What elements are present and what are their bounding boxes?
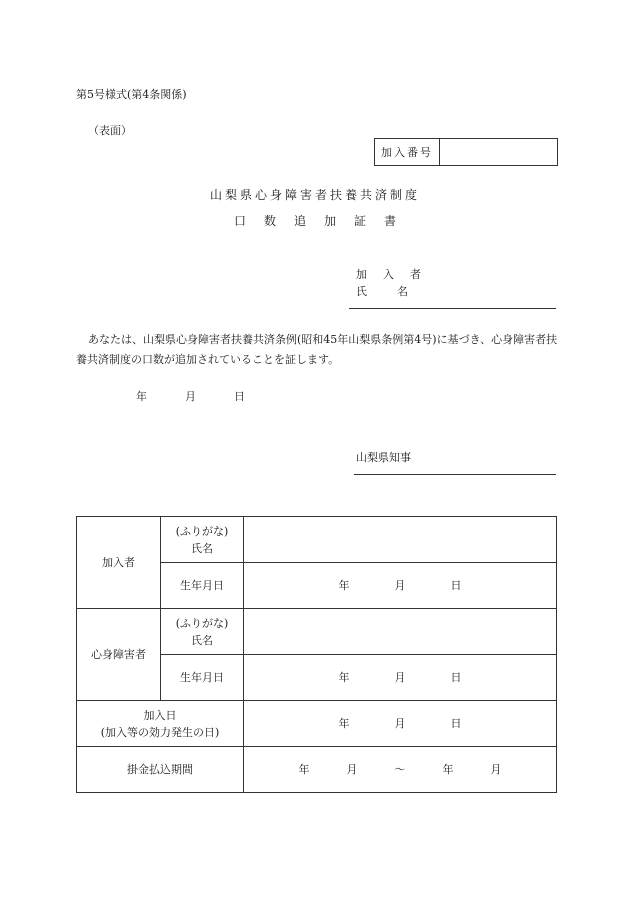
title-line-2 <box>0 212 630 229</box>
info-table <box>76 516 557 793</box>
certification-text: あなたは、山梨県心身障害者扶養共済条例(昭和45年山梨県条例第4号)に基づき、心身障害者扶養共済制度の口数が追加されていることを証します。 <box>76 333 558 366</box>
year-label: 年 <box>338 671 350 684</box>
title-char: 書 <box>384 214 397 228</box>
disabled-person-name-field[interactable] <box>244 609 557 655</box>
title-line-1: 山梨県心身障害者扶養共済制度 <box>209 188 420 202</box>
name-label-cell <box>161 609 244 655</box>
tilde-separator: ～ <box>394 763 406 776</box>
membership-number-label: 加入番号 <box>375 139 440 165</box>
month-label: 月 <box>394 671 406 684</box>
title-char: 証 <box>354 214 367 228</box>
name-label: 氏名 <box>191 633 213 647</box>
title-char: 数 <box>263 214 276 228</box>
issuer-signature-line <box>354 474 556 475</box>
issuer-name: 山梨県知事 <box>356 451 411 464</box>
day-label: 日 <box>234 390 245 403</box>
join-date-title: 加入日 <box>143 708 177 722</box>
title-char: 追 <box>293 214 306 228</box>
subscriber-signature-line[interactable] <box>349 308 556 309</box>
form-number: 第5号様式(第4条関係) <box>76 88 187 101</box>
month-label: 月 <box>346 763 358 776</box>
year-label: 年 <box>442 763 454 776</box>
label-char: 者 <box>410 268 421 281</box>
year-label: 年 <box>136 390 147 403</box>
join-date-field[interactable] <box>244 701 557 747</box>
disabled-person-header: 心身障害者 <box>77 609 161 701</box>
name-label: 氏名 <box>191 541 213 555</box>
membership-number-field[interactable] <box>440 139 557 165</box>
subscriber-name-field[interactable] <box>244 517 557 563</box>
month-label: 月 <box>394 579 406 592</box>
label-char: 入 <box>383 268 394 281</box>
label-char: 名 <box>397 285 408 298</box>
membership-number-box <box>374 138 558 166</box>
birth-date-label: 生年月日 <box>161 563 244 609</box>
label-char: 加 <box>356 268 367 281</box>
year-label: 年 <box>298 763 310 776</box>
day-label: 日 <box>450 717 462 730</box>
title-char: 加 <box>324 214 337 228</box>
subscriber-header: 加入者 <box>77 517 161 609</box>
day-label: 日 <box>450 671 462 684</box>
subscriber-birth-date-field[interactable] <box>244 563 557 609</box>
furigana-label: (ふりがな) <box>175 524 229 538</box>
year-label: 年 <box>338 717 350 730</box>
issue-date[interactable] <box>136 388 283 404</box>
birth-date-label: 生年月日 <box>161 655 244 701</box>
join-date-label <box>77 701 244 747</box>
day-label: 日 <box>450 579 462 592</box>
subscriber-label-top <box>356 266 437 282</box>
payment-period-label: 掛金払込期間 <box>77 747 244 793</box>
month-label: 月 <box>490 763 502 776</box>
month-label: 月 <box>394 717 406 730</box>
year-label: 年 <box>338 579 350 592</box>
name-label-cell <box>161 517 244 563</box>
month-label: 月 <box>185 390 196 403</box>
title-char: 口 <box>233 214 246 228</box>
label-char: 氏 <box>356 285 367 298</box>
join-date-note: (加入等の効力発生の日) <box>100 725 220 739</box>
furigana-label: (ふりがな) <box>175 616 229 630</box>
side-label: （表面） <box>88 124 132 137</box>
subscriber-label-bottom <box>356 283 424 299</box>
payment-period-field[interactable] <box>244 747 557 793</box>
disabled-person-birth-date-field[interactable] <box>244 655 557 701</box>
